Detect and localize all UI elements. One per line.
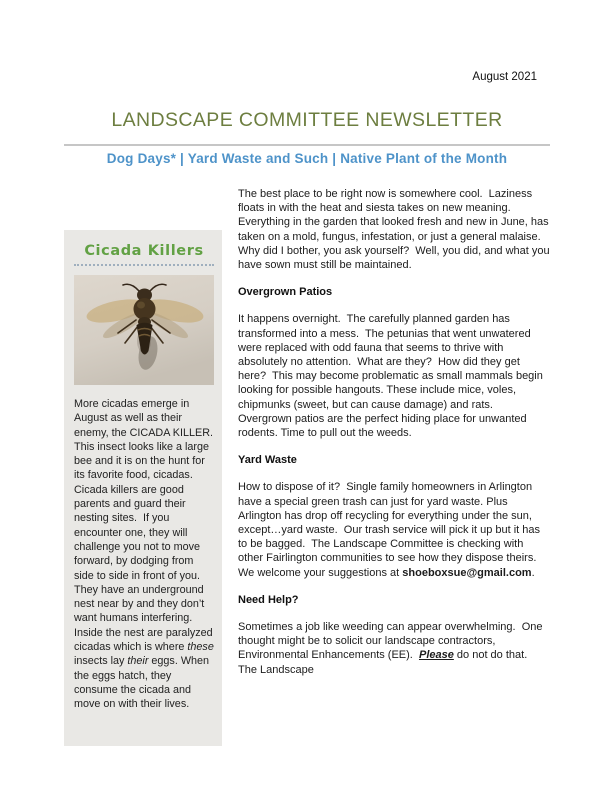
sidebar-italic-word: their <box>127 655 149 668</box>
sidebar-italic-word: these <box>187 641 214 654</box>
sidebar-text-part: eggs. When the eggs hatch, they consume the cicada and move on with their lives. <box>74 655 213 711</box>
cicada-killer-wasp-photo <box>74 275 214 385</box>
please-emphasis: Please <box>418 649 454 662</box>
intro-paragraph: The best place to be right now is somewhere cool. Laziness floats in with the heat and siesta takes on new meaning. Everything in the garden that looked fresh and new in June, has taken on a mold, fungus, infestation, or just a general malaise. Why did I bother, you ask yourself? Well, you did, and what you have sown must still be maintained. <box>238 188 553 272</box>
section-body-overgrown-patios: It happens overnight. The carefully planned garden has transformed into a mess. The petunias that went unwatered were replaced with odd fauna that seems to thrive with absolutely no attention. What are they? How did they get here? This may become problematic as small mammals begin looking for possible hangouts. These include mice, voles, chipmunks (sweet, but can cause damage) and rats. Overgrown patios are the perfect hiding place for unwanted rodents. Time to pull out the weeds. <box>238 313 546 440</box>
issue-date: August 2021 <box>472 71 537 83</box>
page-content <box>64 187 553 711</box>
dotted-divider <box>74 264 214 266</box>
section-heading-yard-waste: Yard Waste <box>238 454 297 467</box>
newsletter-title: LANDSCAPE COMMITTEE NEWSLETTER <box>111 109 503 131</box>
sidebar-box <box>64 230 222 746</box>
yard-waste-text-after: . <box>531 566 535 579</box>
cicada-sidebar <box>64 215 222 746</box>
header-divider <box>64 144 550 146</box>
contact-email: shoeboxsue@gmail.com <box>402 566 532 579</box>
topics-line: Dog Days* | Yard Waste and Such | Native Plant of the Month <box>106 151 508 166</box>
section-heading-overgrown-patios: Overgrown Patios <box>238 286 333 299</box>
sidebar-paragraph <box>74 397 219 712</box>
section-heading-need-help: Need Help? <box>238 593 299 606</box>
need-help-text: Sometimes a job like weeding can appear overwhelming. One thought might be to solicit our landscape contractors, Environmental Enhancements (EE). <box>238 621 546 662</box>
sidebar-text-part: More cicadas emerge in August as well as their enemy, the CICADA KILLER. This insect looks like a large bee and it is on the hunt for its favorite food, cicadas. Cicada killers are good parents and guard their nesting sites. If you encounter one, they will challenge you not to move forward, by dodging from side to side in front of you. They have an underground nest near by and they don’t want humans interfering. Inside the nest are paralyzed cicadas which is where <box>74 398 219 654</box>
sidebar-title: Cicada Killers <box>84 243 204 259</box>
yard-waste-text: How to dispose of it? Single family homeowners in Arlington have a special green trash can just for yard waste. Plus Arlington has drop off recycling for everything under the sun, except…yard waste. Our trash service will pick it up but it has to be bagged. The Landscape Committee is checking with other Fairlington communities to see how they dispose theirs. We welcome your suggestions at <box>238 481 544 579</box>
sidebar-text-part: insects lay <box>74 641 217 668</box>
need-help-text-after: do not do that. The Landscape <box>238 649 534 676</box>
